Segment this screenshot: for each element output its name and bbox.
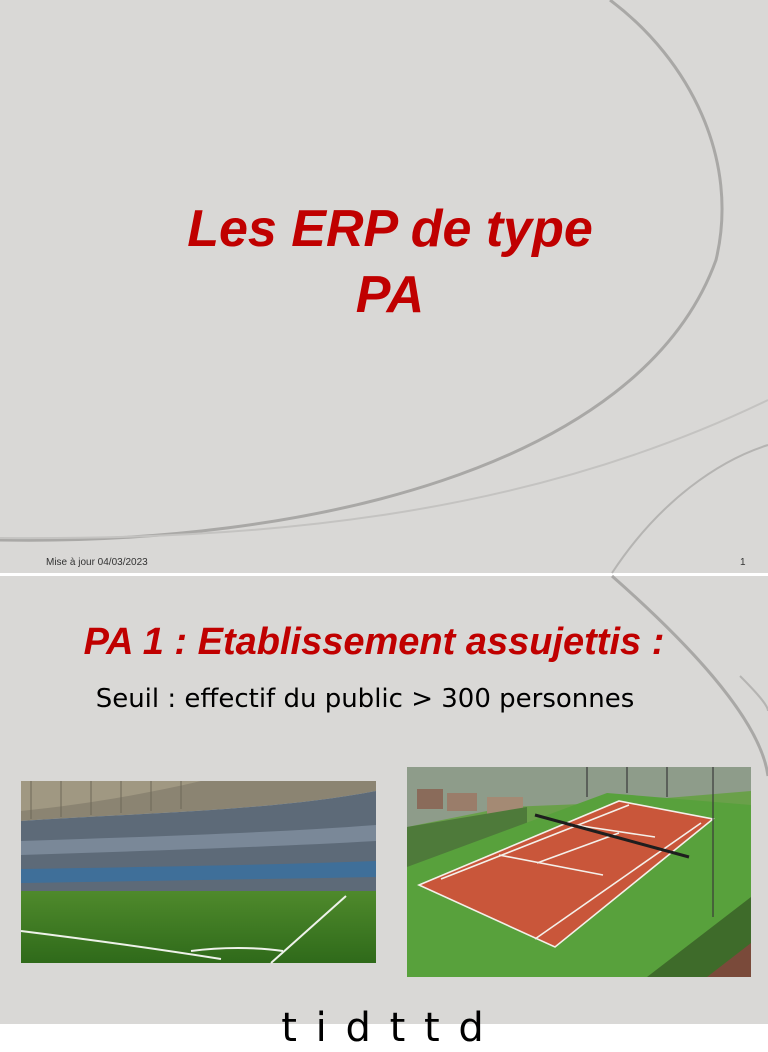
threshold-subtitle: Seuil : effectif du public > 300 personnes xyxy=(95,684,635,714)
slide-2 xyxy=(0,576,768,1051)
slide-title: PA 1 : Etablissement assujettis : xyxy=(83,621,665,663)
page-number: 1 xyxy=(740,557,746,568)
slide-title-line-1: Les ERP de type xyxy=(187,200,593,258)
football-stadium-photo xyxy=(21,781,376,963)
cut-off-text: t i d t t d xyxy=(281,1005,487,1051)
tennis-court-photo xyxy=(407,767,751,977)
footer-date: Mise à jour 04/03/2023 xyxy=(46,557,148,568)
slide-title xyxy=(84,196,696,328)
slide-title-line-2: PA xyxy=(355,266,425,324)
